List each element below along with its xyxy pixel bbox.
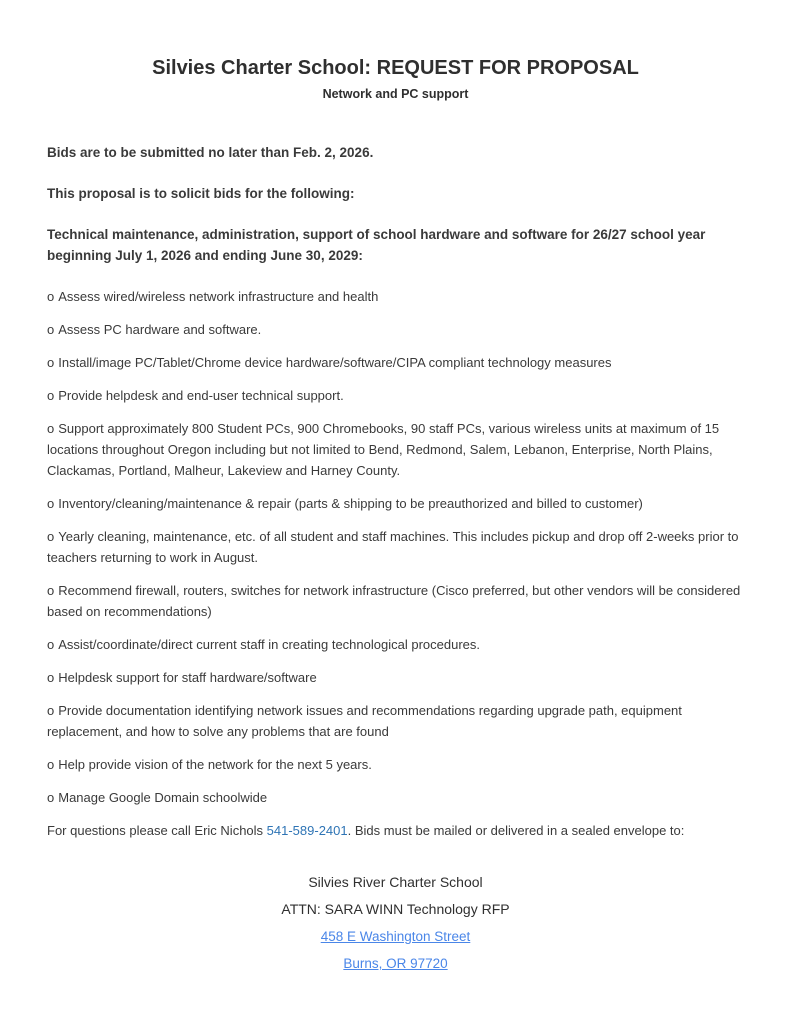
bullet-item [47,787,744,808]
bullet-item [47,634,744,655]
document-title: Silvies Charter School: REQUEST FOR PROPOSAL [152,57,639,79]
deadline-paragraph: Bids are to be submitted no later than Feb. 2, 2026. [47,145,374,160]
bullet-text: Yearly cleaning, maintenance, etc. of all student and staff machines. This includes pickup and drop off 2-weeks prior to teachers returning to work in August. [47,529,739,565]
bullet-text: Help provide vision of the network for the next 5 years. [58,757,372,772]
bullet-item [47,418,744,481]
bullet-text: Provide helpdesk and end-user technical support. [58,388,344,403]
bullet-text: Install/image PC/Tablet/Chrome device hardware/software/CIPA compliant technology measures [58,355,612,370]
bullet-text: Assist/coordinate/direct current staff in creating technological procedures. [58,637,480,652]
bullet-marker: o [47,757,55,772]
mailing-address-block [47,874,744,972]
bullet-item [47,754,744,775]
bullet-text: Provide documentation identifying network issues and recommendations regarding upgrade path, equipment replacement, and how to solve any problems that are found [47,703,682,739]
bullet-text: Recommend firewall, routers, switches for network infrastructure (Cisco preferred, but other vendors will be considered based on recommendations) [47,583,741,619]
bullet-item [47,286,744,307]
bullet-marker: o [47,637,55,652]
bullet-marker: o [47,529,55,544]
bullet-marker: o [47,289,55,304]
phone-link[interactable]: 541-589-2401 [266,823,348,838]
bullet-marker: o [47,355,55,370]
bullet-text: Helpdesk support for staff hardware/software [58,670,317,685]
bullet-marker: o [47,322,55,337]
bullet-marker: o [47,670,55,685]
bullet-item [47,580,744,622]
bullet-text: Manage Google Domain schoolwide [58,790,268,805]
document-subtitle: Network and PC support [322,87,469,101]
bullet-marker: o [47,790,55,805]
address-street-link[interactable]: 458 E Washington Street [320,929,471,944]
contact-paragraph [47,820,744,841]
footer-attn-line: ATTN: SARA WINN Technology RFP [281,901,510,917]
bullet-item [47,667,744,688]
footer-org-name: Silvies River Charter School [308,874,483,890]
contact-text-suffix: . Bids must be mailed or delivered in a sealed envelope to: [347,823,685,838]
footer-city-line [47,955,744,972]
bullet-item [47,700,744,742]
bullet-marker: o [47,496,55,511]
bullet-text: Inventory/cleaning/maintenance & repair (parts & shipping to be preauthorized and billed to customer) [58,496,643,511]
address-city-link[interactable]: Burns, OR 97720 [343,956,448,971]
bullet-marker: o [47,421,55,436]
bullet-text: Support approximately 800 Student PCs, 900 Chromebooks, 90 staff PCs, various wireless units at maximum of 15 locations throughout Oregon including but not limited to Bend, Redmond, Salem, Lebanon, Enterprise, North Plains, Clackamas, Portland, Malheur, Lakeview and Harney County. [47,421,720,478]
bullet-marker: o [47,388,55,403]
solicitation-paragraph: This proposal is to solicit bids for the following: [47,186,355,201]
contact-text-prefix: For questions please call Eric Nichols [47,823,267,838]
document-body [47,142,744,841]
bullet-item [47,385,744,406]
bullet-text: Assess PC hardware and software. [58,322,262,337]
bullet-text: Assess wired/wireless network infrastructure and health [58,289,379,304]
footer-street-line [47,928,744,945]
bullet-item [47,319,744,340]
bullet-item [47,352,744,373]
bullet-marker: o [47,583,55,598]
bullet-marker: o [47,703,55,718]
bullet-item [47,493,744,514]
bullet-item [47,526,744,568]
scope-paragraph: Technical maintenance, administration, support of school hardware and software for 26/27 school year beginning July 1, 2026 and ending June 30, 2029: [47,227,706,263]
